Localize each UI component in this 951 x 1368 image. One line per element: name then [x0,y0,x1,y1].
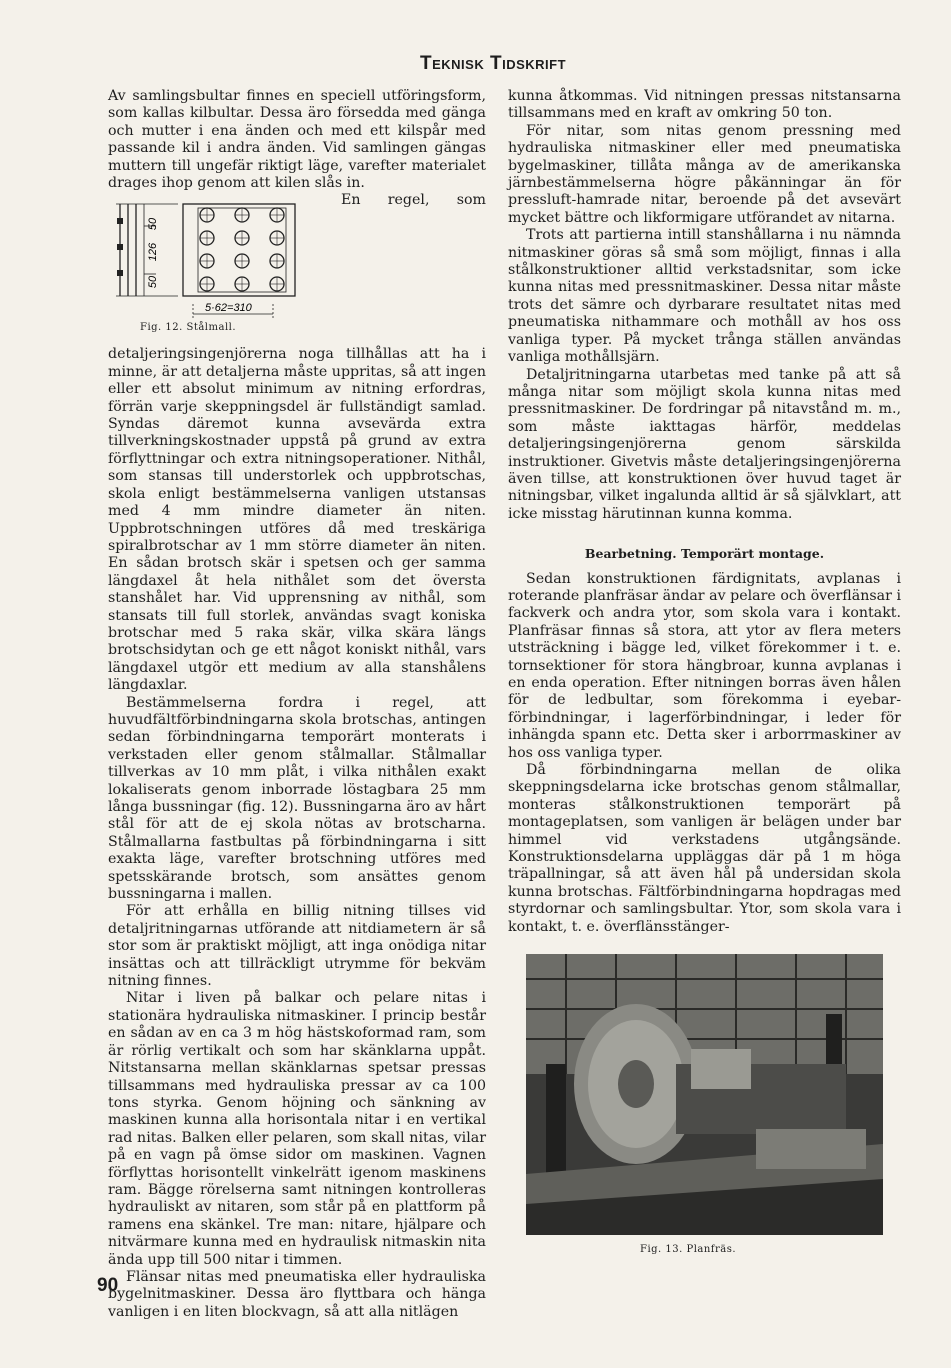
figure-13-caption: Fig. 13. Planfräs. [640,1244,737,1255]
paragraph: Av samlingsbultar finnes en speciell utföringsform, som kallas kilbultar. Dessa äro försedda med gänga och mutter i ena änden och med ett kilspår med passande kil i andra änden. Vid samlingen gängas muttern till ungefär riktigt läge, varefter materialet drages ihop genom att kilen slås in. [108,88,486,192]
dimension-label-bottom: 50 [147,276,159,289]
dimension-label-top: 50 [147,218,159,231]
paragraph: Flänsar nitas med pneumatiska eller hydrauliska bygelnitmaskiner. Dessa äro flyttbara och hänga vanligen i en liten blockvagn, så att alla nitlägen [108,1268,486,1320]
section-heading: Bearbetning. Temporärt montage. [584,546,825,562]
paragraph-text: En regel, som detaljeringsingenjörerna noga tillhållas att ha i minne, är att detaljerna måste uppritas, så att ingen eller ett absolut minimum av nitning erfordras, förrän varje skeppningsdel är fullständigt samlad. Syndas däremot kunna avsevärda extra tillverkningskostnader uppstå på grund av extra förflyttningar och extra nitningsoperationer. [108,192,486,467]
paragraph: Bestämmelserna fordra i regel, att huvudfältförbindningarna skola brotschas, antingen sedan förbindningarna temporärt monterats i verkstaden eller genom stålmallar. Stålmallar tillverkas av 10 mm plåt, i vilka nithålen exakt lokaliserats genom inborrade löstagbara 25 mm långa bussningar (fig. 12). Bussningarna äro av hårt stål för att de ej skola nötas av brotscharna. Stålmallarna fastbultas på förbindningarna i sitt exakta läge, varefter brotschning utföres med spetsskärande brotsch, som ansättes genom bussningarna i mallen. [108,694,486,903]
paragraph: Detaljritningarna utarbetas med tanke på att så många nitar som möjligt skola kunna nitas med pressnitmaskiner. De fordringar på nitavstånd m. m., som måste iakttagas härför, meddelas detaljeringsingenjörerna genom särskilda instruktioner. Givetvis måste detaljeringsingenjörerna även tillse, att konstruktionen över huvud taget är nitningsbar, vilket ingalunda alltid är så självklart, att icke misstag härutinnan kunna komma. [508,366,901,522]
paragraph: kunna åtkommas. Vid nitningen pressas nitstansarna tillsammans med en kraft av omkring 50 ton. [508,88,901,122]
milling-machine-photo [526,954,883,1235]
paragraph-text: Nithål, som stansas till understorlek och uppbrotschas, skola enligt bestämmelserna vanligen utstansas med 4 mm mindre diameter än niten. Uppbrotschningen utföres då med treskäriga spiralbrotschar av 1 mm större diameter än niten. En sådan brotsch skär i spetsen och ger samma längdaxel åt hela nithålet som det översta stanshålet har. Vid upprensning av nithål, som stansats till full storlek, användas svagt koniska brotschar med 5 raka skär, vilka skära längs brotschsidytan och ge ett något koniskt nithål, vars längdaxel utgör ett medium av alla stanshålens längdaxlar. [108,450,486,694]
right-column [508,88,901,936]
paragraph: Sedan konstruktionen färdignitats, avplanas i roterande planfräsar ändar av pelare och överflänsar i fackverk och andra ytor, som skola vara i kontakt. Planfräsar finnas så stora, att ytor av flera meters utsträckning i bägge led, vilket förekommer i t. e. tornsektioner för stora hängbroar, kunna avplanas i en enda operation. Efter nitningen borras även hålen för de ledbultar, som förekomma i eyebar-förbindningar, i lagerförbindningar, i leder för inhängda spann etc. Detta sker i arborrmaskiner av hos oss vanliga typer. [508,570,901,761]
paragraph [108,192,486,694]
figure-12-caption: Fig. 12. Stålmall. [140,322,237,334]
paragraph: För nitar, som nitas genom pressning med hydrauliska nitmaskiner eller med pneumatiska bygelmaskiner, tillåta många av de amerikanska järnbestämmelserna högre påkänningar än för pressluft-hamrade nitar, beroende på det avsevärt mycket bättre och likformigare utförandet av nitarna. [508,122,901,226]
left-column [108,88,486,1321]
figure-12-steel-template [108,194,313,344]
dimension-label-width: 5·62=310 [205,302,252,315]
journal-title: Teknisk Tidskrift [420,53,567,74]
paragraph: För att erhålla en billig nitning tillses vid detaljritningarnas utförande att nitdiametern är så stor som är praktiskt möjligt, att inga onödiga nitar insättas och att tillräckligt utrymme för bekväm nitning finnes. [108,903,486,990]
paragraph: Då förbindningarna mellan de olika skeppningsdelarna icke brotschas genom stålmallar, monteras stålkonstruktionen temporärt på montageplatsen, som vanligen är belägen under bar himmel vid verkstadens utgångsände. Konstruktionsdelarna uppläggas där på 1 m höga träpallningar, så att även hål på undersidan skola kunna brotschas. Fältförbindningarna hopdragas med styrdornar och samlingsbultar. Ytor, som skola vara i kontakt, t. e. överflänsstänger- [508,762,901,935]
paragraph: Trots att partierna intill stanshållarna i nu nämnda nitmaskiner göras så små som möjligt, finnas i alla stålkonstruktioner alltid verkstadsnitar, som icke kunna nitas med pressnitmaskiner. Dessa nitar måste trots det sämre och dyrbarare resultatet nitas med pneumatiska nithammare och mothåll av hos oss vanliga typer. På mycket trånga ställen användas vanliga mothållsjärn. [508,227,901,366]
paragraph: Nitar i liven på balkar och pelare nitas i stationära hydrauliska nitmaskiner. I princip består en sådan av en ca 3 m hög hästskoformad ram, som är rörlig vertikalt och som har skänklarna uppåt. Nitstansarna mellan skänklarnas spetsar pressas tillsammans med hydrauliska pressar av ca 100 tons styrka. Genom höjning och sänkning av maskinen kunna alla horisontala nitar i en vertikal rad nitas. Balken eller pelaren, som skall nitas, vilar på en vagn på ömse sidor om maskinen. Vagnen förflyttas horisontellt vinkelrätt igenom maskinens ram. Bägge rörelserna samt nitningen kontrolleras hydrauliskt av nitaren, som står på en plattform på ramens ena skänkel. Tre man: nitare, hjälpare och nitvärmare kunna med en hydraulisk nitmaskin nita ända upp till 500 nitar i timmen. [108,990,486,1268]
dimension-label-middle: 126 [147,243,159,262]
figure-13-photo [526,954,883,1235]
page-number: 90 [97,1275,119,1296]
